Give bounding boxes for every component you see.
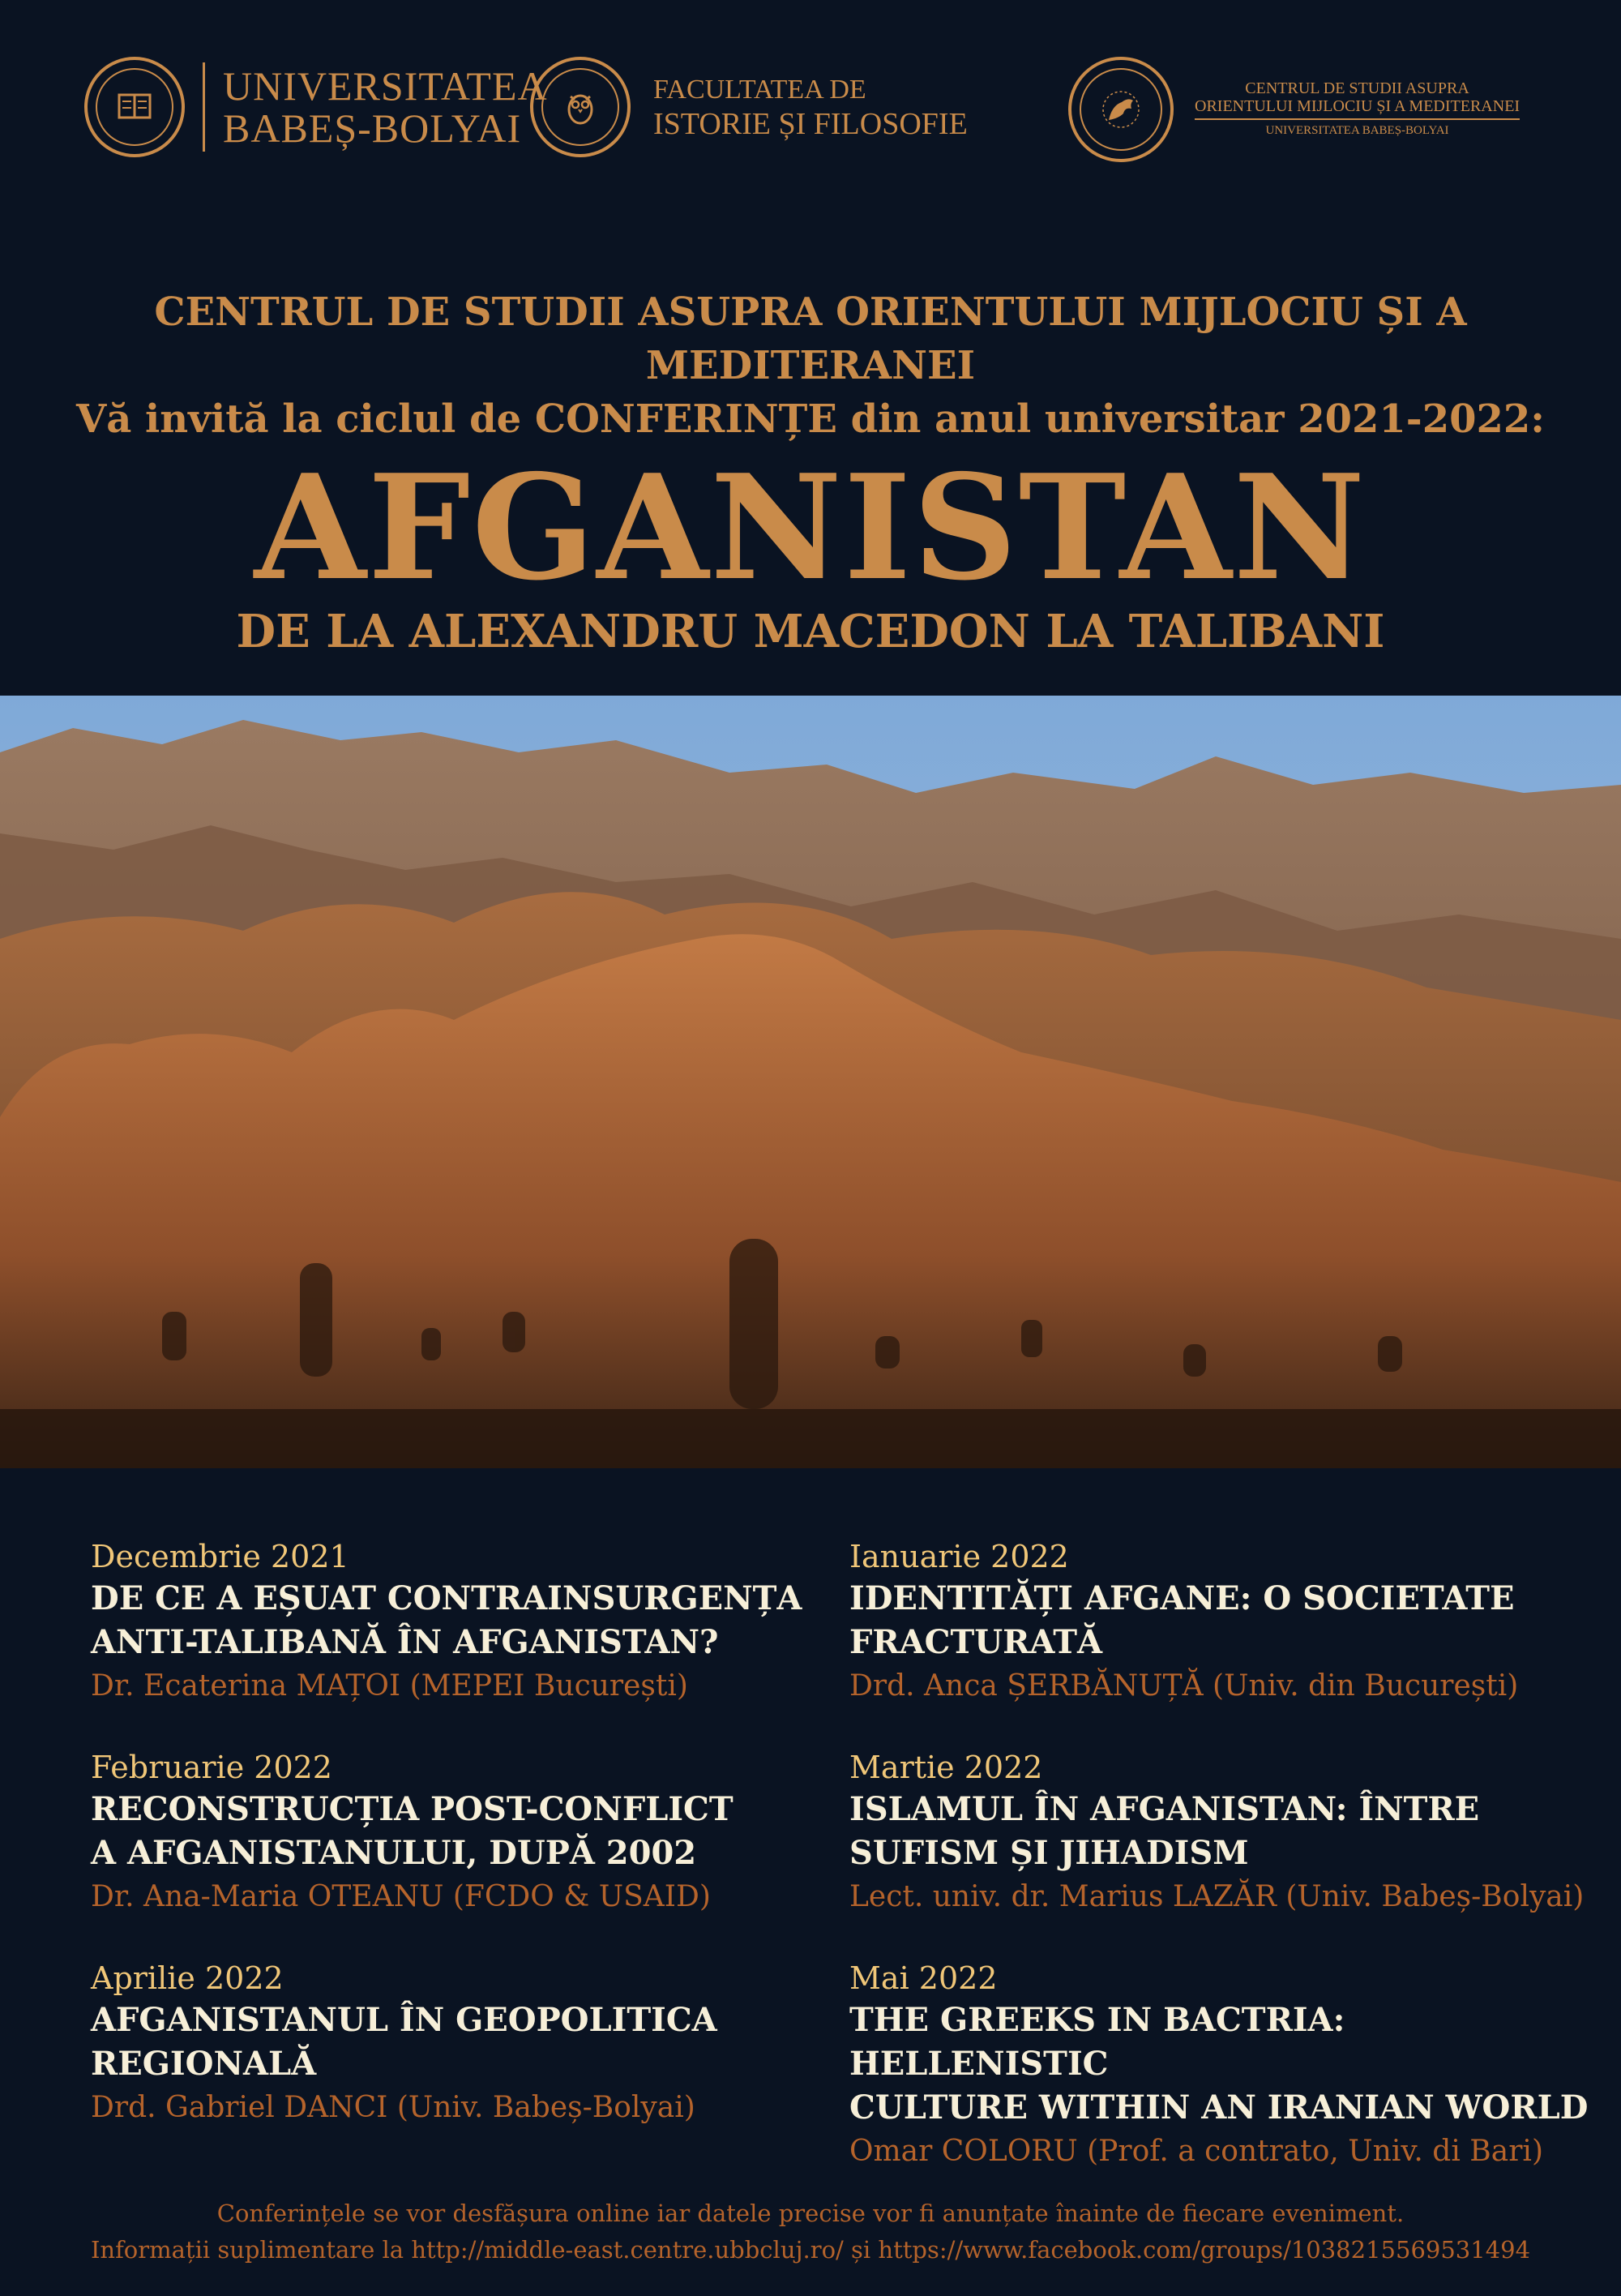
griffin-seal-icon [1068,57,1174,162]
event-topic-line2: FRACTURATĂ [849,1623,1103,1661]
event-march [849,1747,1595,1919]
book-icon [114,87,155,127]
centre-rule [1195,118,1520,120]
event-topic-line1: THE GREEKS IN BACTRIA: HELLENISTIC [849,2001,1345,2083]
invitation-line1: CENTRUL DE STUDII ASUPRA ORIENTULUI MIJLOCIU ȘI A MEDITERANEI [154,289,1467,388]
event-topic-line1: RECONSTRUCȚIA POST-CONFLICT [91,1790,734,1828]
faculty-wordmark [653,73,968,141]
invitation-line2: Vă invită la ciclul de CONFERINȚE din anul universitar 2021-2022: [75,396,1546,442]
event-speaker: Drd. Gabriel DANCI (Univ. Babeș-Bolyai) [91,2091,695,2124]
logo-bar [0,57,1621,170]
ubb-wordmark [223,65,548,149]
event-speaker: Omar COLORU (Prof. a contrato, Univ. di Bari) [849,2135,1543,2168]
event-december [91,1536,836,1708]
event-january [849,1536,1595,1708]
event-topic-line2: SUFISM ȘI JIHADISM [849,1834,1249,1872]
ubb-logo [84,57,548,157]
event-date: Decembrie 2021 [91,1539,349,1574]
owl-icon [560,87,601,127]
footer-note [0,2195,1621,2268]
event-date: Mai 2022 [849,1960,998,1996]
owl-seal-icon [530,57,631,157]
event-topic-line1: AFGANISTANUL ÎN GEOPOLITICA [91,2001,717,2039]
event-topic-line2: CULTURE WITHIN AN IRANIAN WORLD [849,2088,1589,2127]
centre-line2: ORIENTULUI MIJLOCIU ȘI A MEDITERANEI [1195,97,1520,115]
event-date: Ianuarie 2022 [849,1539,1069,1574]
centre-logo [1068,57,1520,162]
event-topic-line2: A AFGANISTANULUI, DUPĂ 2002 [91,1834,697,1872]
event-date: Martie 2022 [849,1750,1043,1785]
event-topic-line1: DE CE A EȘUAT CONTRAINSURGENȚA [91,1579,802,1617]
event-topic-line1: IDENTITĂȚI AFGANE: O SOCIETATE [849,1579,1515,1617]
ubb-line1: UNIVERSITATEA [223,63,548,109]
main-title: AFGANISTAN [254,443,1367,612]
bamiyan-landscape-image [0,696,1621,1468]
footer-line1: Conferințele se vor desfășura online iar datele precise vor fi anunțate înainte de fiecare eveniment. [216,2200,1405,2227]
event-date: Aprilie 2022 [91,1960,284,1996]
event-speaker: Lect. univ. dr. Marius LAZĂR (Univ. Babeș-Bolyai) [849,1880,1585,1913]
ubb-seal-icon [84,57,185,157]
subtitle: DE LA ALEXANDRU MACEDON LA TALIBANI [236,605,1385,658]
griffin-icon [1101,89,1141,130]
event-topic-line2: ANTI-TALIBANĂ ÎN AFGANISTAN? [91,1623,719,1661]
event-topic-line1: ISLAMUL ÎN AFGANISTAN: ÎNTRE [849,1790,1480,1828]
ubb-line2: BABEȘ-BOLYAI [223,105,522,151]
faculty-logo [530,57,968,157]
event-february [91,1747,836,1919]
event-speaker: Drd. Anca ȘERBĂNUȚĂ (Univ. din București) [849,1669,1519,1703]
logo-divider [203,62,205,152]
centre-line1: CENTRUL DE STUDII ASUPRA [1245,79,1469,97]
faculty-line1: FACULTATEA DE [653,75,866,105]
footer-line2[interactable]: Informații suplimentare la http://middle-east.centre.ubbcluj.ro/ și https://www.facebook.com/groups/1038215569531494 [90,2236,1531,2264]
event-speaker: Dr. Ecaterina MAȚOI (MEPEI București) [91,1669,688,1703]
faculty-line2: ISTORIE ȘI FILOSOFIE [653,107,968,141]
event-date: Februarie 2022 [91,1750,332,1785]
centre-wordmark [1195,79,1520,139]
event-speaker: Dr. Ana-Maria OTEANU (FCDO & USAID) [91,1880,711,1913]
invitation [0,285,1621,446]
event-may [849,1958,1595,2174]
event-april [91,1958,836,2130]
centre-line3: UNIVERSITATEA BABEȘ-BOLYAI [1265,124,1449,137]
event-topic-line2: REGIONALĂ [91,2045,317,2083]
